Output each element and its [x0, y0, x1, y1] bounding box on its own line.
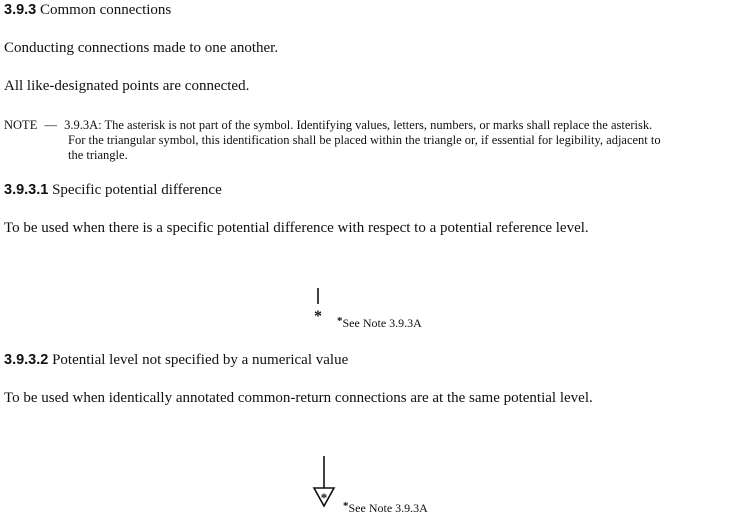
note-continuation — [68, 133, 661, 163]
vertical-line-with-triangle-asterisk-icon — [310, 454, 340, 510]
section-title: Common connections — [40, 2, 172, 18]
paragraph: All like-designated points are connected. — [4, 78, 250, 94]
section-number: 3.9.3.1 — [4, 182, 49, 198]
caption-star: * — [337, 315, 343, 327]
caption-text: See Note 3.9.3A — [342, 316, 422, 330]
symbol-asterisk: * — [320, 490, 328, 505]
note-line: the triangle. — [68, 148, 128, 162]
figure-caption — [343, 500, 428, 516]
paragraph: Conducting connections made to one another. — [4, 40, 279, 56]
section-title: Potential level not specified by a numerical value — [52, 352, 349, 368]
note-line: 3.9.3A: The asterisk is not part of the symbol. Identifying values, letters, numbers, or marks shall replace the asterisk. — [64, 118, 653, 132]
figure-caption — [337, 315, 422, 331]
note-dash: — — [44, 118, 57, 132]
paragraph: To be used when there is a specific potential difference with respect to a potential reference level. — [4, 220, 589, 236]
caption-star: * — [343, 500, 349, 512]
caption-text: See Note 3.9.3A — [348, 501, 428, 515]
note-line: For the triangular symbol, this identification shall be placed within the triangle or, if essential for legibility, adjacent to — [68, 133, 661, 147]
paragraph: To be used when identically annotated common-return connections are at the same potential level. — [4, 390, 593, 406]
section-title: Specific potential difference — [52, 182, 222, 198]
note-block — [4, 118, 750, 162]
symbol-asterisk: * — [314, 308, 322, 325]
section-number: 3.9.3 — [4, 2, 37, 18]
section-heading-3-9-3 — [4, 2, 171, 19]
section-heading-3-9-3-1 — [4, 182, 222, 199]
vertical-line-with-asterisk-icon — [300, 286, 340, 326]
note-label: NOTE — [4, 118, 38, 132]
section-heading-3-9-3-2 — [4, 352, 348, 369]
section-number: 3.9.3.2 — [4, 352, 49, 368]
